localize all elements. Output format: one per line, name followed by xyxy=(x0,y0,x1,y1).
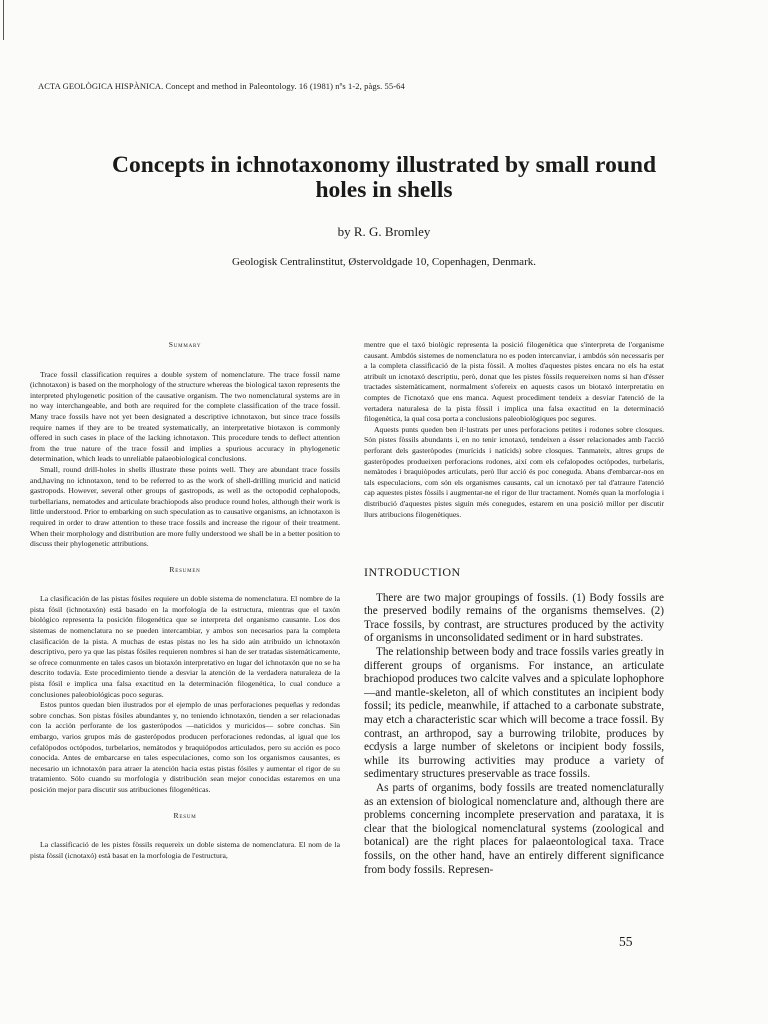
left-column xyxy=(30,340,340,861)
summary-paragraph: Small, round drill-holes in shells illustrate these points well. They are abundant trace fossils and,having no ichnotaxon, tend to be referred to as the work of shell-drilling muricid and naticid gastropods. However, several other groups of gastropods, as well as the octopodid cephalopods, turbellarians, nematodes and articulate brachiopods also produce round holes, although their work is little understood. Prior to embarking on such speculation as to causative organisms, an ichnotaxon is required in order to draw attention to these trace fossils and increase the rigour of their treatment. When their morphology and distribution are more fully understood we shall be in a better position to discuss their phylogenetic attributions. xyxy=(30,464,340,549)
title-line-1: Concepts in ichnotaxonomy illustrated by small round xyxy=(111,152,657,178)
resum-paragraph: Aquests punts queden ben il·lustrats per unes perforacions petites i rodones sobre closques. Són pistes fòssils abundants i, en no tenir icnotaxó, tendeixen a ésser relacionades amb l'acció perforant dels gasteròpodes (murícids i natícids) sobre closques. Tanmateix, altres grups de gasteròpodes produeixen perforacions rodones, així com els cefalopodes octòpodes, turbelaris, nemàtodes i braquiòpodes articulats, però llur acció és poc coneguda. Abans d'embarcar-nos en tals especulacions, com són els organismes causants, cal un icnotaxó per tal d'atraure l'atenció cap aquestes pistes fòssils i augmentar-ne el rigor de llur tractament. Només quan la morfologia i distribució d'aquestes pistes siguin més conegudes, estarem en una posició millor per discutir llurs atribucions filogenètiques. xyxy=(364,424,664,519)
resum-heading: Resum xyxy=(173,810,197,820)
introduction-paragraph: The relationship between body and trace fossils varies greatly in different groups of organisms. For instance, an articulate brachiopod produces two calcite valves and a spiculate lophophore —and mantle-skeleton, all of which constitutes an incipient body fossil; its pedicle, meanwhile, if attached to a carbonate substrate, may etch a characteristic scar which will become a trace fossil. By contrast, an arthropod, say a burrowing trilobite, produces by ecdysis a large number of skeletons or incipient body fossils, while its burrowing activities may produce a variety of sedimentary structures preservable as trace fossils. xyxy=(364,646,664,781)
introduction-paragraph: There are two major groupings of fossils. (1) Body fossils are the preserved bodily remains of the organisms themselves. (2) Trace fossils, by contrast, are structures produced by the activity of organisms in unconsolidated sediment or in hard substrates. xyxy=(364,591,664,645)
page-edge-rule xyxy=(3,0,4,40)
author-affiliation: Geologisk Centralinstitut, Østervoldgade 10, Copenhagen, Denmark. xyxy=(232,256,536,268)
resum-paragraph: La classificació de les pistes fòssils requereix un doble sistema de nomenclatura. El nom de la pista fòssil (icnotaxó) està basat en la morfologia de l'estructura, xyxy=(30,840,340,860)
right-column xyxy=(364,340,664,877)
introduction-paragraph: As parts of organims, body fossils are treated nomenclaturally as an extension of biological nomenclature and, although there are problems concerning incomplete preservation and parataxa, it is clear that the biological nomenclatural systems (zoological and botanical) are the right places for palaeontological taxa. Trace fossils, on the other hand, have an entirely different significance from body fossils. Represen- xyxy=(364,782,664,876)
introduction-heading: INTRODUCTION xyxy=(364,565,461,580)
author-byline: by R. G. Bromley xyxy=(337,224,431,239)
resum-paragraph-continued: mentre que el taxó biològic representa la posició filogenètica que s'interpreta de l'organisme causant. Ambdós sistemes de nomenclatura no es poden intercanviar, i ambdós són necessaris per a la completa classificació de la pista fòssil. A moltes d'aquestes pistes encara no els ha estat atribuït un icnotaxó descriptiu, però, donat que les pistes fòssils requereixen noms si han d'ésser tractades sistemàticament, normalment s'ofereix en aquests casos un biotaxó interpretatiu en comptes de l'icnotaxó que ens manca. Aquest procediment tendeix a desviar l'atenció de la vertadera naturalesa de la pista fòssil i implica una falsa exactitud en la determinació filogenètica, la qual cosa porta a conclusions paleobiològiques poc segures. xyxy=(364,340,664,424)
resumen-paragraph: La clasificación de las pistas fósiles requiere un doble sistema de nomenclatura. El nombre de la pista fósil (ichnotaxón) está basado en la morfología de la estructura, mientras que el taxón biológico representa la posición filogenética que se interpreta del organismo causante. Los dos sistemas de nomenclatura no se pueden intercambiar, y ambos son necesarios para la completa clasificación de la pista. A muchas de estas pistas no les ha sido aún atribuído un ichnotaxón descriptivo, pero ya que las pistas fósiles requieren nombres si han de ser tratadas sistemáticamente, se ofrece comunmente en tales casos un biotaxón interpretativo en lugar del ichnotaxón que no se ha descrito todavía. Este procedimiento tiende a desviar la atención de la verdadera naturaleza de la pista fósil e implica una falsa exactitud en la determinación filogenética, lo cual conduce a conclusiones paleobiológicas poco seguras. xyxy=(30,594,340,699)
summary-paragraph: Trace fossil classification requires a double system of nomenclature. The trace fossil name (ichnotaxon) is based on the morphology of the structure whereas the biological taxon represents the interpreted phylogenetic position of the causative organism. The two nomenclatural systems are in no way interchangeable, and both are required for the complete classification of the trace fossil. Many trace fossils have not yet been designated a descriptive ichnotaxon, but since trace fossils require names if they are to be treated systematically, an interpretative biotaxon is commonly offered in such cases in place of the lacking ichnotaxon. This procedure tends to deflect attention from the true nature of the trace fossil and implies a spurious accuracy in phylogenetic determination, which leads to unreliable palaeobiological conclusions. xyxy=(30,369,340,464)
introduction-body xyxy=(364,592,664,877)
article-title xyxy=(60,153,708,203)
resumen-paragraph: Estos puntos quedan bien ilustrados por el ejemplo de unas perforaciones pequeñas y redondas sobre conchas. Son pistas fósiles abundantes y, no teniendo ichnotaxón, tienden a ser relacionadas con la acción perforante de los gasterópodos —naticidos y muricidos— sobre conchas. Sin embargo, varios grupos más de gasterópodos producen perforaciones redondas, al igual que los cefalópodos octópodos, turbelarios, nemátodos y braquiópodos articulados, pero su acción es poco conocida. Antes de embarcarse en tales especulaciones, como son los organismos causantes, es necesario un ichnotaxón para atraer la atención hacia estas pistas fósiles y aumentar el rigor de su tratamiento. Sólo cuando su morfología y distribución sean mejor conocidas estaremos en una posición mejor para discutir sus atribuciones filogenéticas. xyxy=(30,700,340,794)
title-line-2: holes in shells xyxy=(315,177,453,203)
page-number: 55 xyxy=(619,934,633,949)
resumen-heading: Resumen xyxy=(169,564,201,574)
journal-header: ACTA GEOLÒGICA HISPÀNICA. Concept and method in Paleontology. 16 (1981) nºs 1-2, pàgs. 55-64 xyxy=(38,81,405,91)
summary-heading: Summary xyxy=(168,340,202,349)
